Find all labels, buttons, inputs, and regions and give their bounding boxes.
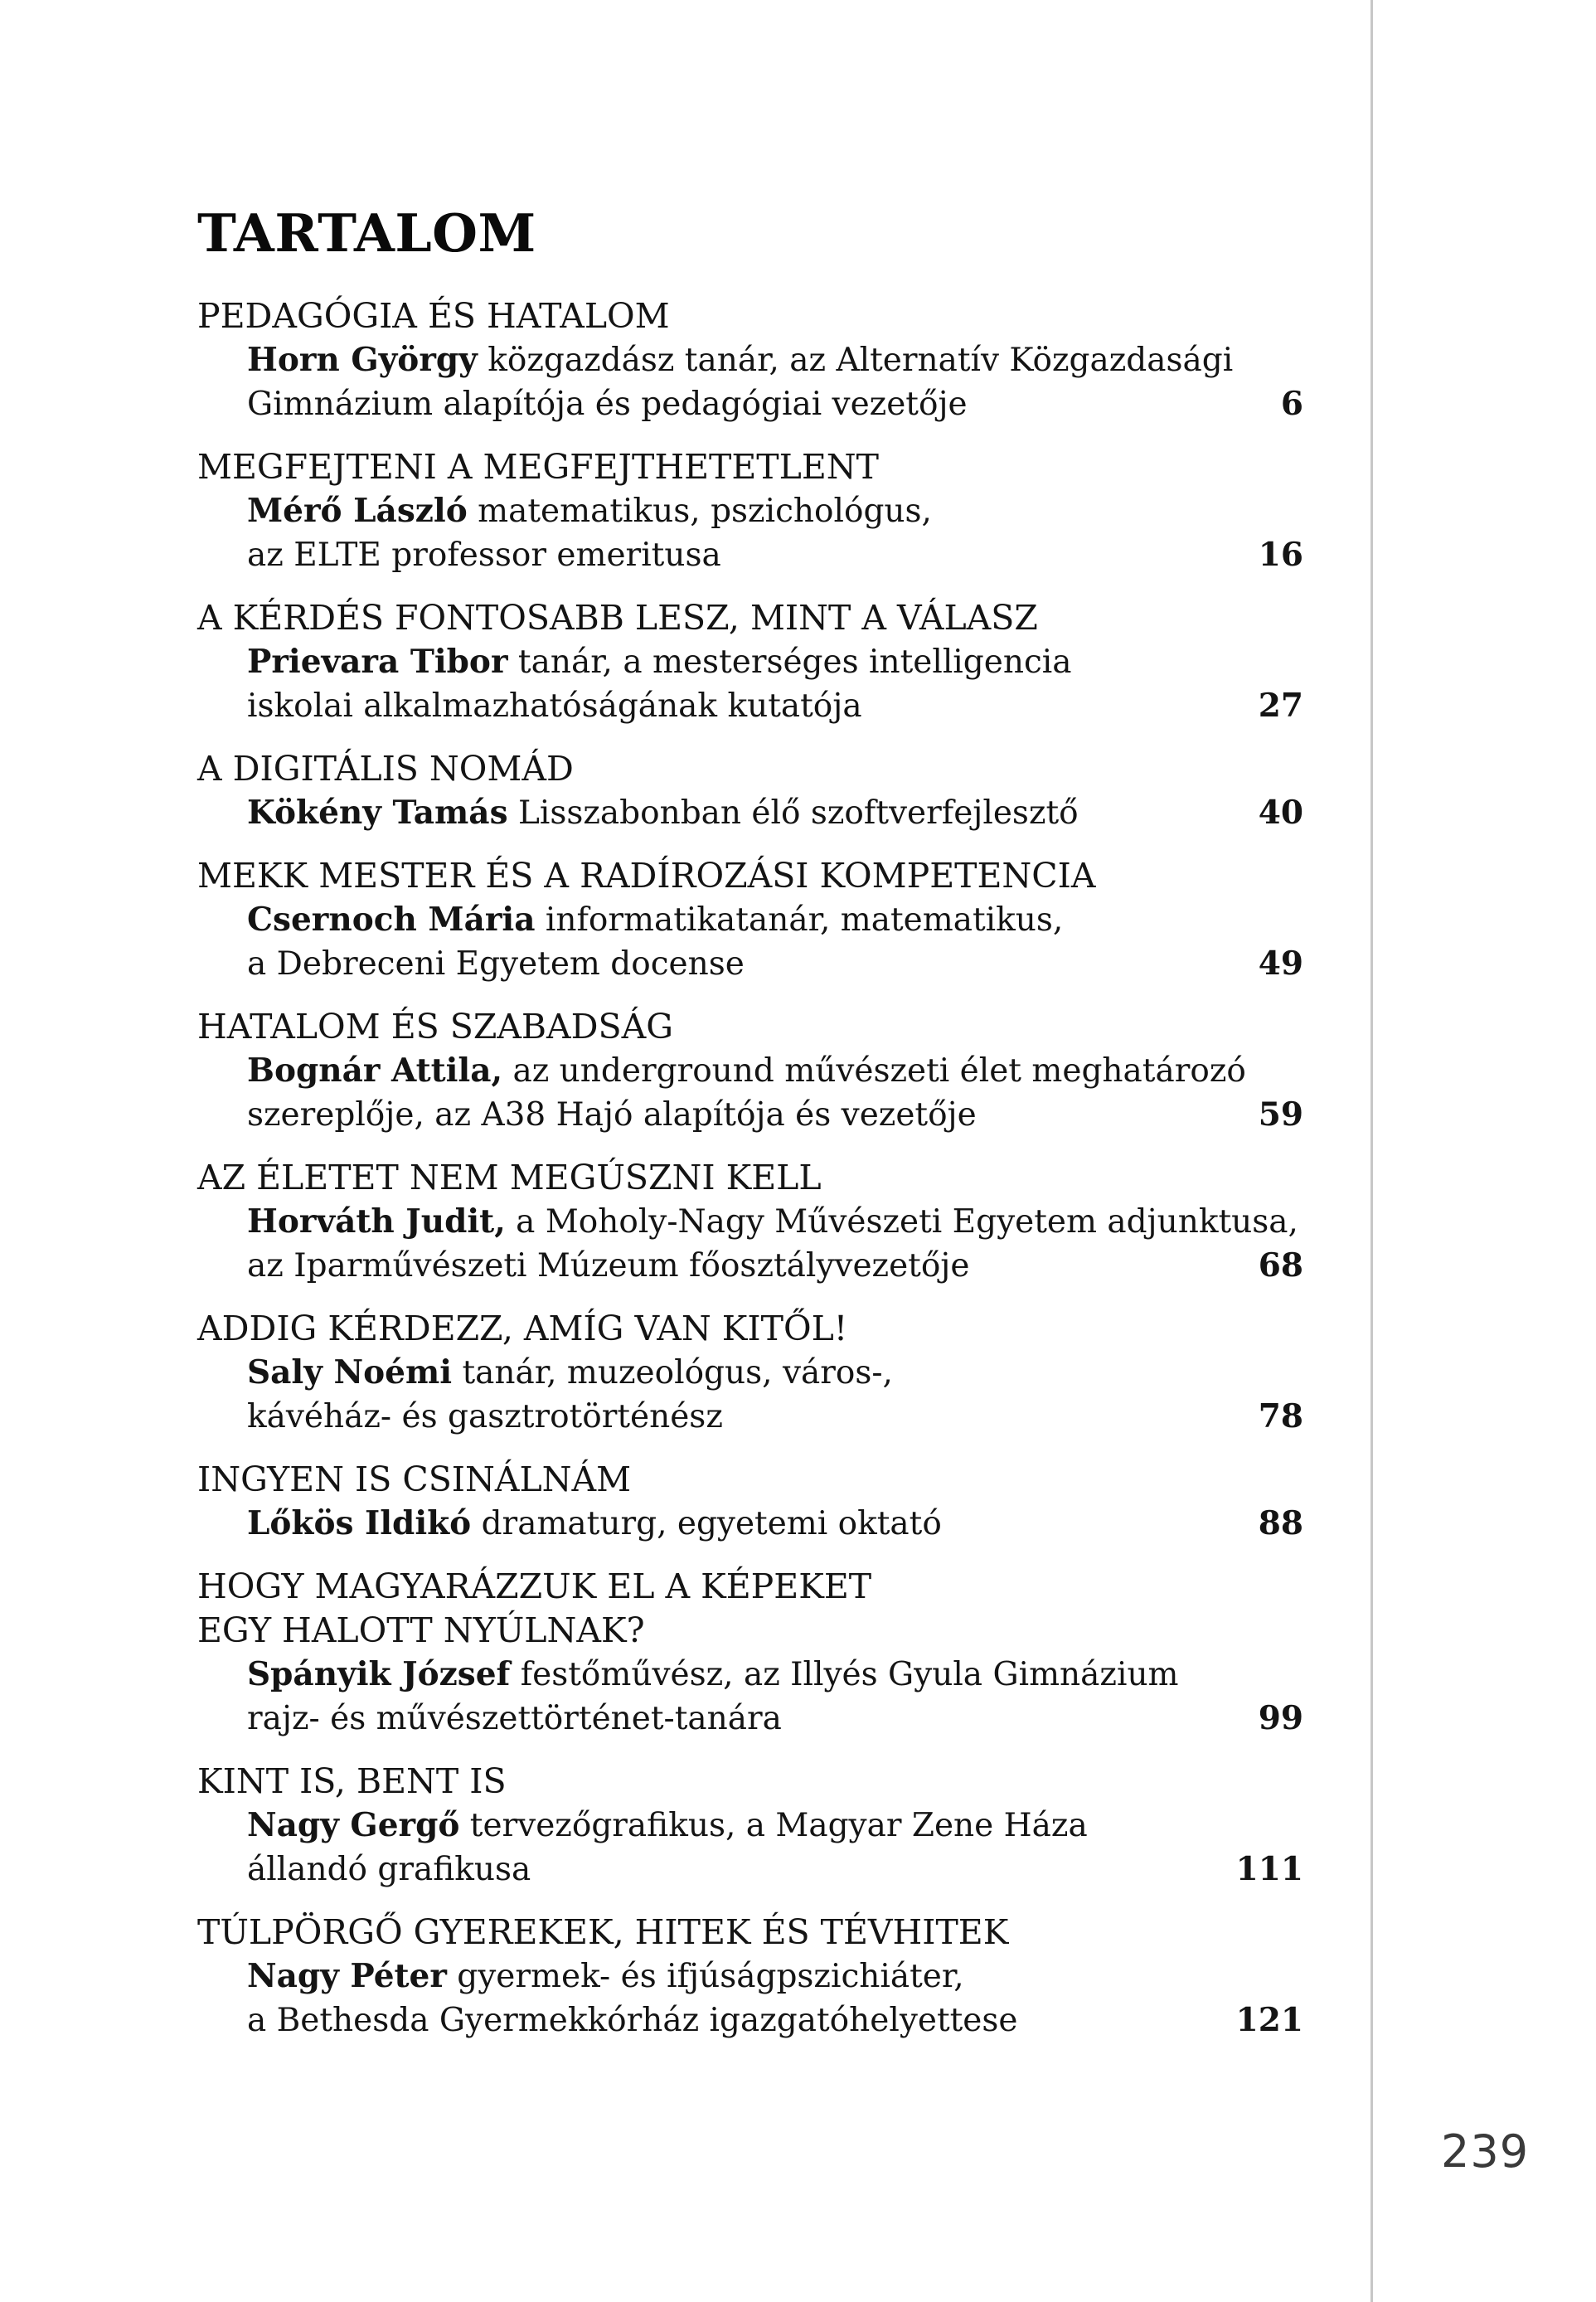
entry-description: kávéház- és gasztrotörténész <box>247 1398 723 1435</box>
entry-person-name: Spányik József <box>247 1655 511 1693</box>
entry-line <box>197 1502 1303 1546</box>
entry-description: közgazdász tanár, az Alternatív Közgazdasági <box>477 342 1234 379</box>
entry-description: az ELTE professor emeritusa <box>247 537 721 574</box>
entry-description: a Debreceni Egyetem docense <box>247 945 745 983</box>
page-number: 239 <box>1441 2125 1530 2178</box>
toc-list <box>197 294 1303 2042</box>
entry-person-name: Saly Noémi <box>247 1353 453 1391</box>
toc-entry <box>197 854 1303 986</box>
entry-title-line: PEDAGÓGIA ÉS HATALOM <box>197 296 670 336</box>
toc-entry <box>197 445 1303 577</box>
toc-entry <box>197 1760 1303 1892</box>
entry-page-number: 49 <box>1258 945 1303 983</box>
entry-description: tanár, a mesterséges intelligencia <box>507 643 1072 681</box>
entry-title-line: MEKK MESTER ÉS A RADÍROZÁSI KOMPETENCIA <box>197 856 1096 896</box>
entry-line <box>197 533 1303 577</box>
toc-entry <box>197 1156 1303 1288</box>
entry-title-line: MEGFEJTENI A MEGFEJTHETETLENT <box>197 447 880 487</box>
entry-line <box>197 1093 1303 1137</box>
entry-line <box>197 1653 1303 1697</box>
entry-page-number: 121 <box>1235 2001 1303 2039</box>
entry-page-number: 16 <box>1258 536 1303 574</box>
entry-description: informatikatanár, matematikus, <box>535 901 1064 939</box>
entry-description: iskolai alkalmazhatóságának kutatója <box>247 687 862 725</box>
toc-entry <box>197 1458 1303 1546</box>
toc-entry <box>197 1005 1303 1137</box>
entry-title-line: HATALOM ÉS SZABADSÁG <box>197 1007 673 1047</box>
entry-title-line: AZ ÉLETET NEM MEGÚSZNI KELL <box>197 1158 822 1197</box>
entry-description: festőművész, az Illyés Gyula Gimnázium <box>510 1656 1179 1693</box>
entry-page-number: 59 <box>1258 1095 1303 1134</box>
entry-line <box>197 338 1303 382</box>
entry-person-name: Csernoch Mária <box>247 901 536 939</box>
entry-description: az underground művészeti élet meghatározó <box>502 1052 1246 1090</box>
entry-page-number: 68 <box>1258 1246 1303 1285</box>
entry-line <box>197 942 1303 986</box>
toc-entry <box>197 596 1303 728</box>
toc-content <box>197 203 1303 2062</box>
entry-person-name: Lőkös Ildikó <box>247 1504 472 1542</box>
entry-description: Gimnázium alapítója és pedagógiai vezetője <box>247 386 968 423</box>
entry-description: az Iparművészeti Múzeum főosztályvezetője <box>247 1247 970 1285</box>
toc-entry <box>197 747 1303 835</box>
entry-description: szereplője, az A38 Hajó alapítója és vezetője <box>247 1096 977 1134</box>
entry-description: a Bethesda Gyermekkórház igazgatóhelyettese <box>247 2002 1018 2039</box>
entry-description: a Moholy-Nagy Művészeti Egyetem adjunktusa, <box>505 1203 1298 1241</box>
entry-title-line: KINT IS, BENT IS <box>197 1761 507 1801</box>
page-title: TARTALOM <box>197 202 536 264</box>
entry-page-number: 99 <box>1258 1699 1303 1737</box>
entry-description: matematikus, pszichológus, <box>467 493 932 530</box>
entry-title-line: A DIGITÁLIS NOMÁD <box>197 749 574 789</box>
entry-line <box>197 640 1303 684</box>
entry-description: gyermek- és ifjúságpszichiáter, <box>446 1958 964 1995</box>
entry-title-line: ADDIG KÉRDEZZ, AMÍG VAN KITŐL! <box>197 1309 848 1348</box>
entry-page-number: 27 <box>1258 687 1303 725</box>
entry-person-name: Prievara Tibor <box>247 643 508 681</box>
entry-person-name: Horn György <box>247 341 478 379</box>
entry-person-name: Nagy Gergő <box>247 1806 460 1844</box>
entry-line <box>197 382 1303 426</box>
entry-line <box>197 1697 1303 1741</box>
entry-page-number: 6 <box>1280 385 1303 423</box>
entry-description: rajz- és művészettörténet-tanára <box>247 1700 782 1737</box>
entry-line <box>197 1804 1303 1848</box>
entry-line <box>197 489 1303 533</box>
entry-person-name: Nagy Péter <box>247 1957 447 1995</box>
entry-line <box>197 1200 1303 1244</box>
entry-line <box>197 1244 1303 1288</box>
entry-line <box>197 1395 1303 1439</box>
entry-line <box>197 791 1303 835</box>
entry-description: dramaturg, egyetemi oktató <box>471 1505 942 1542</box>
toc-entry <box>197 1911 1303 2042</box>
entry-description: állandó grafikusa <box>247 1851 531 1888</box>
entry-page-number: 88 <box>1258 1504 1303 1542</box>
page-edge-rule <box>1370 0 1373 2302</box>
entry-line <box>197 1351 1303 1395</box>
entry-title-line: A KÉRDÉS FONTOSABB LESZ, MINT A VÁLASZ <box>197 598 1038 638</box>
entry-page-number: 111 <box>1235 1850 1303 1888</box>
entry-person-name: Mérő László <box>247 492 468 530</box>
entry-line <box>197 684 1303 728</box>
entry-description: tervezőgrafikus, a Magyar Zene Háza <box>459 1807 1088 1844</box>
entry-page-number: 40 <box>1258 794 1303 832</box>
entry-title-line: EGY HALOTT NYÚLNAK? <box>197 1610 645 1650</box>
entry-line <box>197 1998 1303 2042</box>
entry-person-name: Kökény Tamás <box>247 794 508 832</box>
toc-entry <box>197 1565 1303 1741</box>
toc-entry <box>197 1307 1303 1439</box>
entry-description: tanár, muzeológus, város-, <box>452 1354 893 1391</box>
entry-title-line: HOGY MAGYARÁZZUK EL A KÉPEKET <box>197 1566 872 1606</box>
entry-page-number: 78 <box>1258 1397 1303 1435</box>
entry-line <box>197 1955 1303 1998</box>
entry-line <box>197 1049 1303 1093</box>
entry-title-line: TÚLPÖRGŐ GYEREKEK, HITEK ÉS TÉVHITEK <box>197 1912 1009 1952</box>
entry-line <box>197 898 1303 942</box>
toc-entry <box>197 294 1303 426</box>
entry-description: Lisszabonban élő szoftverfejlesztő <box>507 794 1079 832</box>
entry-title-line: INGYEN IS CSINÁLNÁM <box>197 1459 632 1499</box>
entry-person-name: Bognár Attila, <box>247 1051 503 1090</box>
entry-person-name: Horváth Judit, <box>247 1202 506 1241</box>
entry-line <box>197 1848 1303 1892</box>
